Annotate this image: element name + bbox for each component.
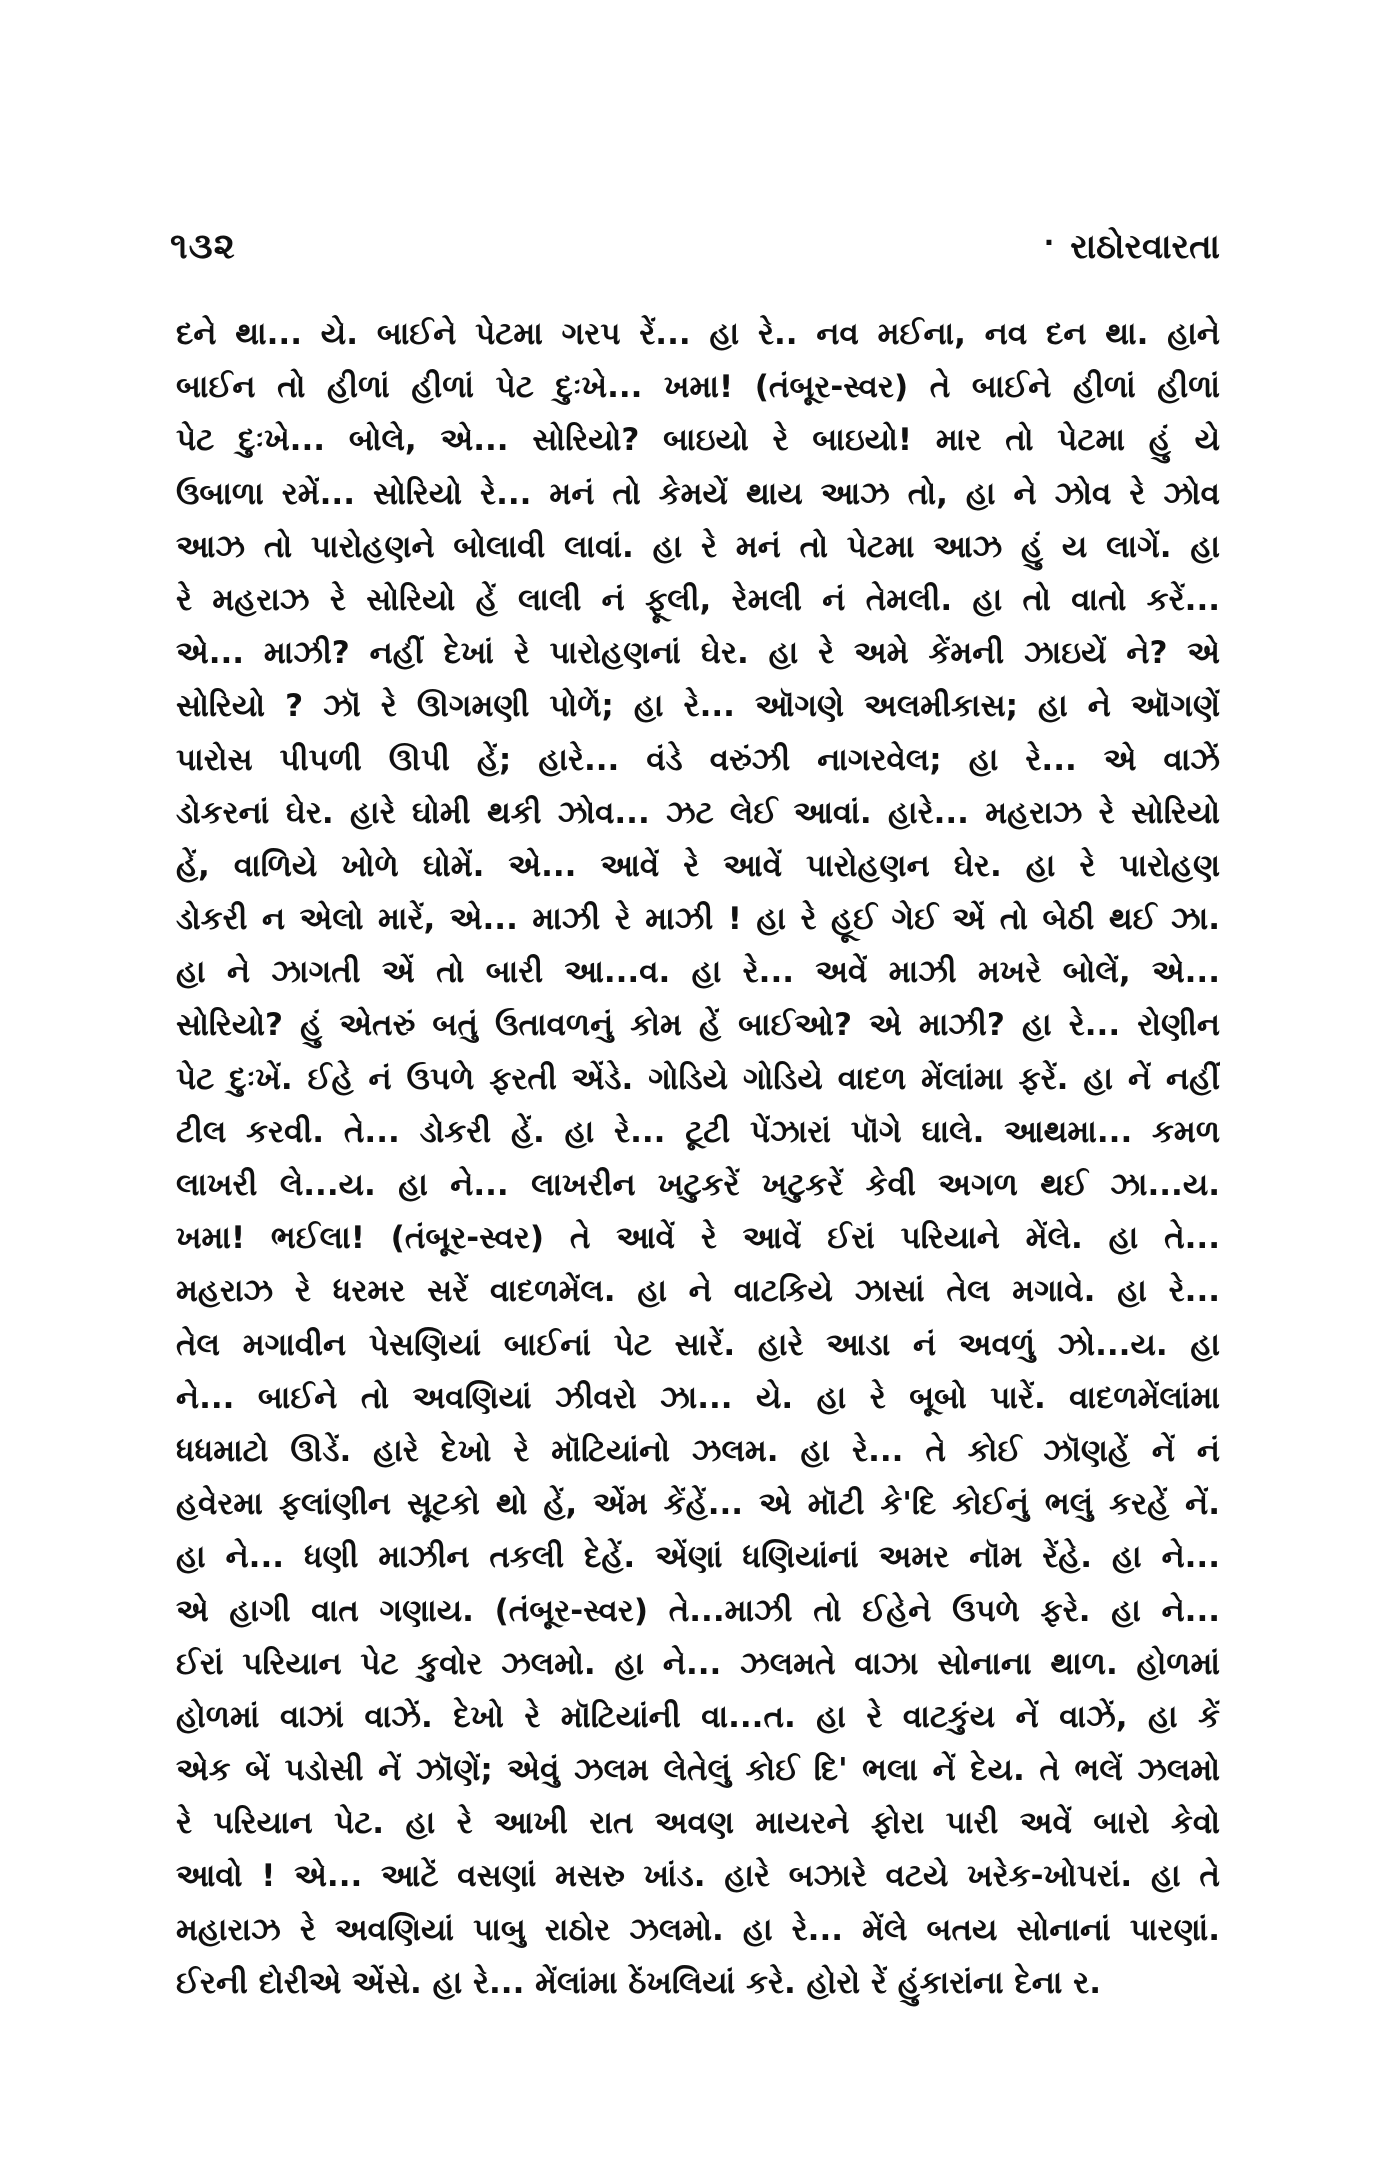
text-line: ઈરાં પરિયાન પેટ કુવોર ઝલમો. હા ને... ઝલમતે વાઝા સોનાના થાળ. હોળમાં xyxy=(176,1645,1220,1682)
running-head xyxy=(1044,226,1220,267)
text-line: સોરિયો ? ઝૉ રે ઊગમણી પોળેં; હા રે... ઑગણે અલમીકાસ; હા ને ઑગણેં xyxy=(176,688,1220,725)
text-line: ડોકરી ન એલો મારેં, એ... માઝી રે માઝી ! હા રે હૂઈ ગેઈ એં તો બેઠી થઈ ઝા. xyxy=(176,901,1220,938)
text-line: હોળમાં વાઝાં વાઝેં. દેખો રે મૉટિયાંની વા...ત. હા રે વાટકુંય નેં વાઝેં, હા કેં xyxy=(176,1698,1220,1735)
text-line: તેલ મગાવીન પેસણિયાં બાઈનાં પેટ સારેં. હારે આડા નં અવળું ઝો...ય. હા xyxy=(176,1326,1220,1363)
text-line: એક બેં પડોસી નેં ઝૉણેં; એવું ઝલમ લેતેલું કોઈ દિ' ભલા નેં દેય. તે ભલેં ઝલમો xyxy=(176,1752,1220,1789)
text-line: આવો ! એ... આટેં વસણાં મસરુ ખાંડ. હારે બઝારે વટયે ખરેક-ખોપરાં. હા તે xyxy=(176,1858,1220,1895)
text-line: બાઈન તો હીળાં હીળાં પેટ દુઃખે... ખમા! (તંબૂર-સ્વર) તે બાઈને હીળાં હીળાં xyxy=(176,369,1220,406)
running-title: રાઠોરવારતા xyxy=(1070,227,1220,267)
text-line: ઈરની દોરીએ એંસે. હા રે... મેંલાંમા ઠેંખલિયાં કરે. હોરો રેં હુંકારાંના દેના ર. xyxy=(176,1964,1101,2001)
text-line: રે પરિયાન પેટ. હા રે આખી રાત અવણ માયરને ફોરા પારી અવેં બારો કેવો xyxy=(176,1805,1220,1842)
header-dot: · xyxy=(1043,226,1055,259)
text-line: એ... માઝી? નહીં દેખાં રે પારોહણનાં ઘેર. હા રે અમે કેંમની ઝાઇયેં ને? એ xyxy=(176,635,1220,672)
text-line: ખમા! ભઈલા! (તંબૂર-સ્વર) તે આવેં રે આવેં ઈરાં પરિયાને મેંલે. હા તે... xyxy=(176,1220,1220,1257)
text-line: હા ને... ધણી માઝીન તકલી દેહેં. એંણાં ધણિયાંનાં અમર નૉમ રેંહે. હા ને... xyxy=(176,1539,1220,1576)
body-text xyxy=(176,308,1220,2010)
text-line: ડોકરનાં ઘેર. હારે ઘોમી થકી ઝોવ... ઝટ લેઈ આવાં. હારે... મહરાઝ રે સોરિયો xyxy=(176,794,1220,831)
text-line: લાખરી લે...ય. હા ને... લાખરીન ખટુકરેં ખટુકરેં કેવી અગળ થઈ ઝા...ય. xyxy=(176,1167,1220,1203)
page-number: ૧૩૨ xyxy=(170,226,236,267)
text-line: દને થા... યે. બાઈને પેટમા ગરપ રેં... હા રે.. નવ મઈના, નવ દન થા. હાને xyxy=(176,316,1220,352)
text-line: ધધમાટો ઊડેં. હારે દેખો રે મૉટિયાંનો ઝલમ. હા રે... તે કોઈ ઝૉણહેં નેં નં xyxy=(176,1432,1220,1469)
text-line: હેં, વાળિયે ખોળે ઘોમેં. એ... આવેં રે આવેં પારોહણન ઘેર. હા રે પારોહણ xyxy=(176,847,1220,884)
text-line: આઝ તો પારોહણને બોલાવી લાવાં. હા રે મનં તો પેટમા આઝ હું ય લાગેં. હા xyxy=(176,528,1220,565)
text-line: પારોસ પીપળી ઊપી હેં; હારે... વંડે વરુંઝી નાગરવેલ; હા રે... એ વાઝેં xyxy=(176,741,1220,778)
text-line: ને... બાઈને તો અવણિયાં ઝીવરો ઝા... યે. હા રે બૂબો પારેં. વાદળમેંલાંમા xyxy=(176,1379,1220,1416)
text-line: એ હાગી વાત ગણાય. (તંબૂર-સ્વર) તે...માઝી તો ઈહેને ઉપળે ફરે. હા ને... xyxy=(176,1592,1220,1629)
text-line: રે મહરાઝ રે સોરિયો હેં લાલી નં ફૂલી, રેમલી નં તેમલી. હા તો વાતો કરેં... xyxy=(176,581,1220,618)
text-line: ઉબાળા રમેં... સોરિયો રે... મનં તો કેમયેં થાય આઝ તો, હા ને ઝોવ રે ઝોવ xyxy=(176,475,1220,512)
text-line: પેટ દુઃખેં. ઈહે નં ઉપળે ફરતી એંડે. ગોડિયે ગોડિયે વાદળ મેંલાંમા ફરેં. હા નેં નહીં xyxy=(176,1060,1220,1097)
text-line: ટીલ કરવી. તે... ડોકરી હેં. હા રે... ટૂટી પેંઝારાં પૉગે ઘાલે. આથમા... કમળ xyxy=(176,1113,1220,1150)
text-line: હા ને ઝાગતી એં તો બારી આ...વ. હા રે... અવેં માઝી મખરે બોલેં, એ... xyxy=(176,954,1220,991)
text-line: મહરાઝ રે ધરમર સરેં વાદળમેંલ. હા ને વાટકિયે ઝાસાં તેલ મગાવે. હા રે... xyxy=(176,1273,1220,1310)
text-line: સોરિયો? હું એતરું બતું ઉતાવળનું કોમ હેં બાઈઓ? એ માઝી? હા રે... રોણીન xyxy=(176,1007,1220,1044)
text-line: મહારાઝ રે અવણિયાં પાબુ રાઠોર ઝલમો. હા રે... મેંલે બતય સોનાનાં પારણાં. xyxy=(176,1911,1220,1948)
text-line: પેટ દુઃખે... બોલે, એ... સોરિયો? બાઇયો રે બાઇયો! માર તો પેટમા હું યે xyxy=(176,422,1220,459)
text-line: હવેરમા ફલાંણીન સૂટકો થો હેં, એંમ કેંહેં... એ મૉટી કે'દિ કોઈનું ભલું કરહેં નેં. xyxy=(176,1486,1220,1523)
